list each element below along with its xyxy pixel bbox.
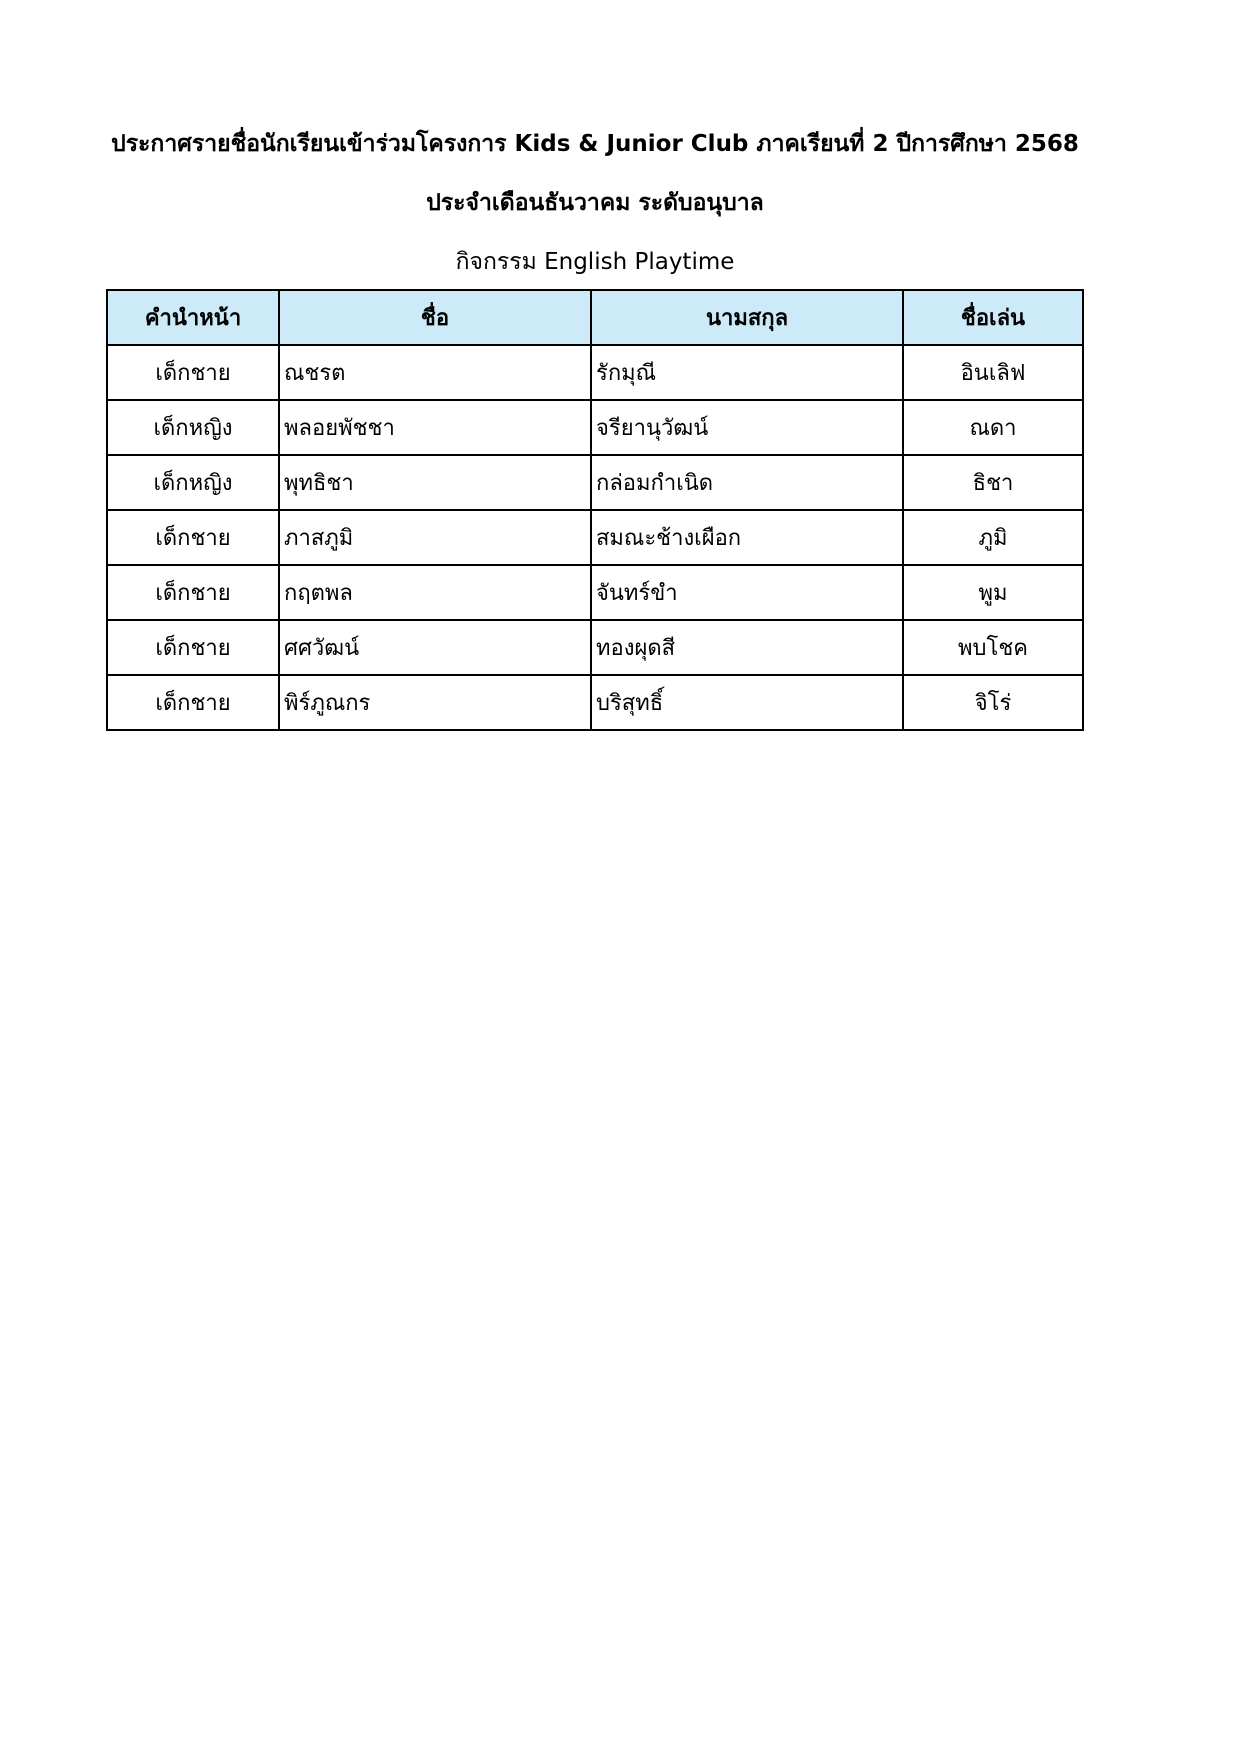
student-roster-table [106, 289, 1084, 731]
activity-title: กิจกรรม English Playtime [455, 249, 735, 275]
cell-last-name: สมณะช้างเผือก [591, 510, 903, 565]
table-row [107, 400, 1083, 455]
cell-first-name: พุทธิชา [279, 455, 591, 510]
cell-nickname: พบโชค [903, 620, 1083, 675]
cell-nickname: พูม [903, 565, 1083, 620]
header-first-name: ชื่อ [279, 290, 591, 345]
cell-prefix: เด็กหญิง [107, 400, 279, 455]
header-last-name: นามสกุล [591, 290, 903, 345]
header-nickname: ชื่อเล่น [903, 290, 1083, 345]
cell-nickname: ภูมิ [903, 510, 1083, 565]
cell-first-name: ศศวัฒน์ [279, 620, 591, 675]
announcement-subtitle-month-level: ประจำเดือนธันวาคม ระดับอนุบาล [426, 190, 764, 216]
cell-first-name: กฤตพล [279, 565, 591, 620]
table-row [107, 565, 1083, 620]
cell-last-name: รักมุณี [591, 345, 903, 400]
header-prefix: คำนำหน้า [107, 290, 279, 345]
table-row [107, 510, 1083, 565]
cell-last-name: จันทร์ขำ [591, 565, 903, 620]
table-row [107, 620, 1083, 675]
cell-first-name: ภาสภูมิ [279, 510, 591, 565]
cell-last-name: บริสุทธิ์ [591, 675, 903, 730]
cell-nickname: จิโร่ [903, 675, 1083, 730]
cell-prefix: เด็กชาย [107, 620, 279, 675]
cell-first-name: ณชรต [279, 345, 591, 400]
cell-prefix: เด็กชาย [107, 675, 279, 730]
announcement-title: ประกาศรายชื่อนักเรียนเข้าร่วมโครงการ Kids & Junior Club ภาคเรียนที่ 2 ปีการศึกษา 2568 [111, 131, 1079, 157]
cell-prefix: เด็กชาย [107, 510, 279, 565]
cell-prefix: เด็กหญิง [107, 455, 279, 510]
table-row [107, 675, 1083, 730]
table-row [107, 455, 1083, 510]
cell-prefix: เด็กชาย [107, 565, 279, 620]
cell-nickname: ธิชา [903, 455, 1083, 510]
cell-last-name: กล่อมกำเนิด [591, 455, 903, 510]
table-header-row [107, 290, 1083, 345]
cell-first-name: พลอยพัชชา [279, 400, 591, 455]
cell-prefix: เด็กชาย [107, 345, 279, 400]
cell-nickname: ณดา [903, 400, 1083, 455]
cell-first-name: พิร์ภูณกร [279, 675, 591, 730]
cell-last-name: จรียานุวัฒน์ [591, 400, 903, 455]
cell-nickname: อินเลิฟ [903, 345, 1083, 400]
table-row [107, 345, 1083, 400]
cell-last-name: ทองผุดสี [591, 620, 903, 675]
